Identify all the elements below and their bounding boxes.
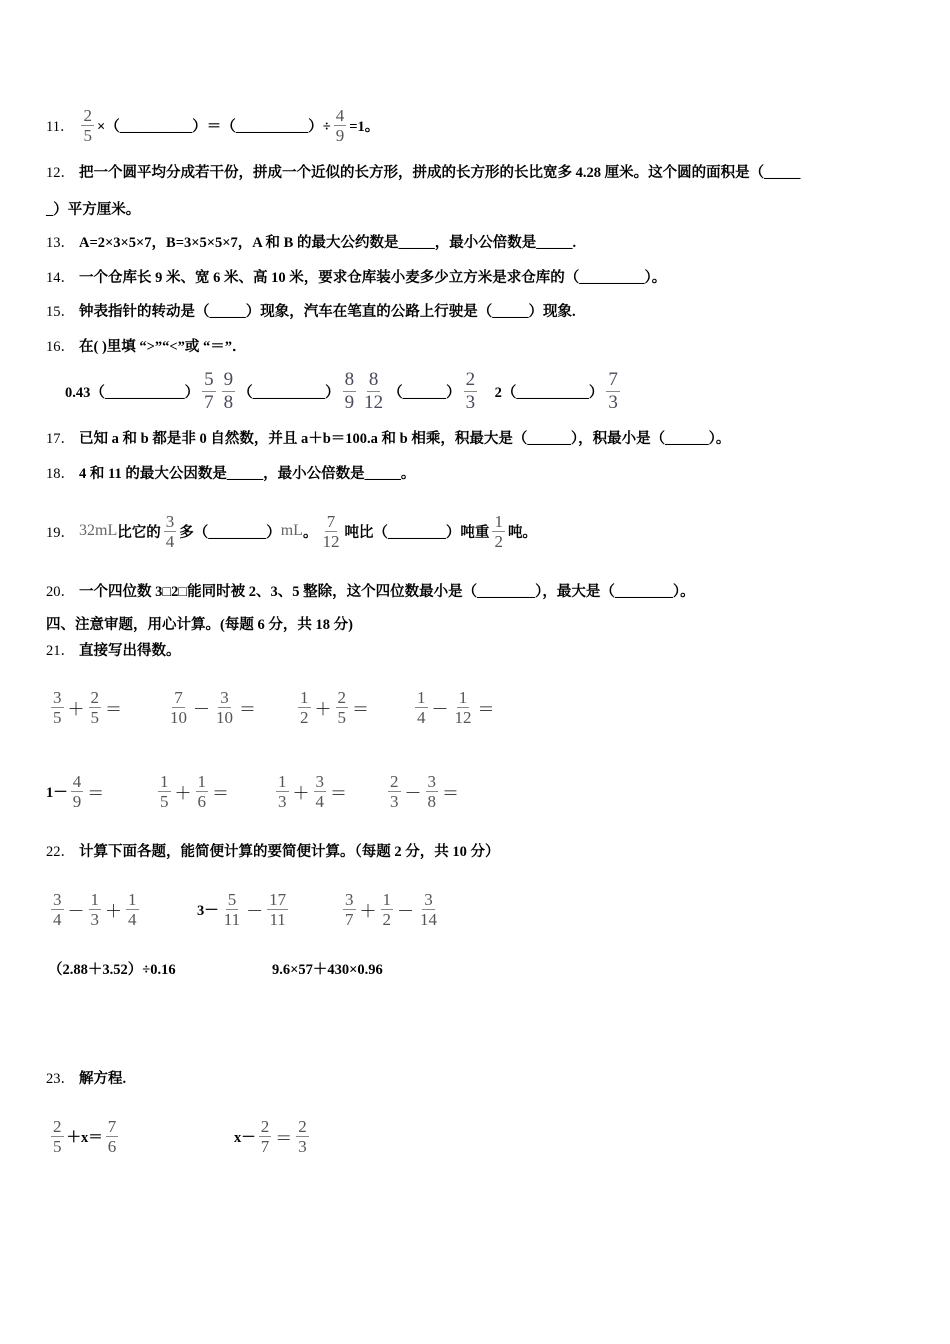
fraction — [164, 512, 177, 551]
fraction-numerator: 2 — [465, 368, 476, 390]
question-number: 14． — [46, 269, 75, 286]
fraction — [296, 1117, 309, 1156]
fraction-denominator: 5 — [90, 707, 99, 727]
fraction — [343, 369, 357, 414]
question-q18 — [46, 452, 415, 492]
question-text-with-blank: 一个四位数 3□2□能同时被 2、3、5 整除，这个四位数最小是（________），最大是（________）。 — [79, 583, 695, 600]
question-text: 直接写出得数。 — [79, 642, 181, 659]
operator: ＝ — [239, 699, 256, 719]
fraction-numerator: 3 — [427, 771, 436, 791]
fraction-denominator: 5 — [53, 1136, 62, 1156]
operator: － — [67, 901, 85, 921]
fraction-denominator: 6 — [107, 1136, 117, 1156]
question-text-with-blank: 2（__________） — [480, 384, 604, 401]
fraction-denominator: 12 — [454, 707, 472, 727]
fraction-denominator: 7 — [260, 1136, 270, 1156]
fraction-numerator: 1 — [90, 889, 99, 909]
question-text: 。 — [302, 524, 318, 541]
question-text: ＋x＝ — [66, 1129, 103, 1146]
question-number: 22． — [46, 843, 75, 860]
calc-expression — [273, 771, 348, 811]
fraction-denominator: 10 — [170, 707, 187, 727]
fraction-denominator: 9 — [335, 125, 345, 145]
operator: ＝ — [212, 783, 229, 803]
question-number: 15． — [46, 303, 75, 320]
fraction — [168, 688, 189, 727]
fraction — [158, 772, 171, 811]
fraction-denominator: 8 — [223, 391, 234, 413]
fraction — [51, 688, 64, 727]
calc-expression — [48, 687, 123, 727]
question-text: x－ — [234, 1129, 256, 1146]
fraction-numerator: 7 — [174, 687, 183, 707]
fraction-denominator: 7 — [345, 909, 354, 929]
quantity-text: 32mL — [79, 522, 118, 539]
fraction-denominator: 3 — [298, 1136, 307, 1156]
question-q19 — [46, 511, 537, 551]
fraction — [492, 512, 505, 551]
fraction-numerator: 9 — [223, 368, 234, 390]
calc-expression — [340, 889, 442, 929]
question-text: 9.6×57＋430×0.96 — [272, 961, 383, 978]
fraction-denominator: 12 — [364, 391, 384, 413]
fraction-numerator: 3 — [345, 889, 354, 909]
question-text-with-blank: 已知 a 和 b 都是非 0 自然数，并且 a＋b＝100.a 和 b 相乘，积最大是（______），积最小是（______）。 — [79, 430, 731, 447]
fraction — [336, 688, 349, 727]
fraction-numerator: 2 — [298, 1116, 307, 1136]
question-text-with-blank: A=2×3×5×7，B=3×5×5×7，A 和 B 的最大公约数是_____，最小公倍数是_____. — [79, 234, 577, 251]
question-number: 16． — [46, 338, 75, 355]
question-text: （2.88＋3.52）÷0.16 — [48, 961, 176, 978]
fraction-numerator: 7 — [107, 1116, 117, 1136]
fraction-denominator: 5 — [337, 707, 346, 727]
question-text: 四、注意审题，用心计算。(每题 6 分，共 18 分) — [46, 616, 353, 633]
operator: － — [193, 699, 210, 719]
fraction — [106, 1117, 119, 1156]
question-number: 12． — [46, 164, 75, 181]
fraction-numerator: 3 — [165, 511, 175, 531]
calc-expression — [197, 889, 291, 929]
fraction-numerator: 7 — [326, 511, 336, 531]
question-text: =1。 — [349, 118, 380, 135]
quantity-text: mL — [280, 522, 303, 539]
calc-expression — [155, 771, 230, 811]
question-number: 21． — [46, 642, 75, 659]
question-number: 23． — [46, 1070, 75, 1087]
question-q11 — [46, 105, 379, 145]
question-text: 计算下面各题，能简便计算的要简便计算。（每题 2 分，共 10 分） — [79, 843, 500, 860]
fraction — [222, 369, 236, 414]
question-text-with-blank: ×（__________）＝（__________）÷ — [96, 118, 331, 135]
fraction-numerator: 1 — [300, 687, 309, 707]
operator: ＝ — [105, 699, 122, 719]
fraction-numerator: 8 — [344, 368, 355, 390]
fraction — [267, 890, 288, 929]
fraction-denominator: 12 — [322, 531, 340, 551]
fraction-numerator: 4 — [72, 771, 82, 791]
fraction — [415, 688, 428, 727]
question-text: 3－ — [197, 902, 219, 919]
question-text-with-blank: 钟表指针的转动是（_____）现象，汽车在笔直的公路上行驶是（_____）现象. — [79, 303, 576, 320]
fraction-numerator: 3 — [424, 889, 433, 909]
question-text: 比它的 — [117, 524, 161, 541]
fraction-numerator: 2 — [337, 687, 346, 707]
fraction-numerator: 3 — [220, 687, 229, 707]
calc-expression — [412, 687, 496, 727]
question-q13 — [46, 221, 576, 261]
question-q21 — [46, 629, 181, 669]
fraction — [214, 688, 235, 727]
fraction-numerator: 5 — [204, 368, 214, 390]
fraction — [196, 772, 209, 811]
question-text-with-blank: 一个仓库长 9 米、宽 6 米、高 10 米，要求仓库装小麦多少立方米是求仓库的（_________）。 — [79, 269, 667, 286]
fraction-numerator: 1 — [160, 771, 169, 791]
fraction — [426, 772, 439, 811]
operator: ＝ — [275, 1128, 293, 1148]
operator: － — [404, 783, 422, 803]
fraction — [418, 890, 439, 929]
question-text: 吨。 — [507, 524, 537, 541]
fraction-numerator: 1 — [197, 771, 206, 791]
fraction-denominator: 4 — [165, 531, 175, 551]
fraction — [453, 688, 474, 727]
question-text-with-blank: 多（________） — [179, 524, 281, 541]
fraction-denominator: 8 — [427, 791, 436, 811]
fraction — [362, 369, 385, 414]
fraction-numerator: 7 — [608, 368, 618, 390]
fraction-denominator: 7 — [204, 391, 214, 413]
fraction-denominator: 3 — [90, 909, 99, 929]
question-number: 13． — [46, 234, 75, 251]
fraction-numerator: 4 — [335, 105, 345, 125]
fraction — [606, 369, 620, 414]
calc-expression — [385, 771, 460, 811]
calc-expression — [46, 771, 105, 811]
fraction — [89, 688, 102, 727]
question-q23 — [46, 1057, 126, 1097]
fraction — [276, 772, 289, 811]
fraction-numerator: 1 — [417, 687, 426, 707]
operator: ＝ — [87, 783, 105, 803]
operator: ＋ — [105, 901, 122, 921]
fraction — [259, 1117, 272, 1156]
fraction — [89, 890, 102, 929]
question-number: 20． — [46, 583, 75, 600]
fraction-denominator: 5 — [83, 125, 92, 145]
fraction-numerator: 2 — [53, 1116, 62, 1136]
fraction-numerator: 8 — [368, 368, 379, 390]
fraction-denominator: 4 — [315, 791, 324, 811]
fraction-numerator: 2 — [90, 687, 99, 707]
fraction — [71, 772, 84, 811]
fraction-denominator: 3 — [390, 791, 399, 811]
fraction-denominator: 4 — [417, 707, 426, 727]
fraction-numerator: 1 — [382, 889, 391, 909]
fraction — [320, 512, 341, 551]
fraction-numerator: 1 — [128, 889, 137, 909]
question-q15 — [46, 290, 576, 330]
question-text-with-blank: （______） — [388, 384, 461, 401]
fraction-denominator: 9 — [72, 791, 82, 811]
fraction — [81, 106, 94, 145]
fraction — [298, 688, 311, 727]
question-q22 — [46, 830, 500, 870]
fraction-numerator: 17 — [269, 889, 287, 909]
fraction-denominator: 11 — [269, 909, 286, 929]
fraction-numerator: 2 — [390, 771, 399, 791]
operator: ＝ — [330, 783, 347, 803]
fraction-numerator: 1 — [458, 687, 468, 707]
operator: ＋ — [292, 783, 310, 803]
fraction-denominator: 2 — [494, 531, 503, 551]
fraction-denominator: 3 — [278, 791, 287, 811]
fraction-denominator: 6 — [197, 791, 206, 811]
question-number: 18． — [46, 465, 75, 482]
fraction-denominator: 14 — [420, 909, 437, 929]
fraction-denominator: 10 — [216, 707, 233, 727]
question-q12 — [46, 151, 800, 191]
question-q16b — [65, 368, 623, 413]
fraction — [314, 772, 327, 811]
question-number: 17． — [46, 430, 75, 447]
calc-expression — [48, 948, 176, 988]
question-text: 解方程. — [79, 1070, 127, 1087]
calc-expression — [165, 687, 257, 727]
fraction-denominator: 2 — [300, 707, 309, 727]
question-q16 — [46, 325, 247, 365]
question-number: 19． — [46, 524, 75, 541]
question-text: 在( )里填 “>”“<”或 “＝”． — [79, 338, 247, 355]
question-text-with-blank: 把一个圆平均分成若干份，拼成一个近似的长方形，拼成的长方形的长比宽多 4.28 厘米。这个圆的面积是（_____ — [79, 164, 801, 181]
fraction-denominator: 3 — [465, 391, 476, 413]
calc-expression — [272, 948, 383, 988]
fraction-numerator: 1 — [494, 511, 503, 531]
calc-expression — [48, 889, 142, 929]
fraction-denominator: 5 — [53, 707, 62, 727]
fraction-denominator: 4 — [128, 909, 137, 929]
fraction-numerator: 1 — [278, 771, 287, 791]
fraction — [202, 369, 216, 414]
fraction — [222, 890, 242, 929]
fraction — [464, 369, 478, 414]
fraction-numerator: 3 — [53, 889, 62, 909]
fraction-numerator: 5 — [227, 889, 237, 909]
operator: － — [246, 901, 264, 921]
fraction-denominator: 9 — [344, 391, 355, 413]
question-text: 1－ — [46, 784, 68, 801]
question-text-with-blank: 4 和 11 的最大公因数是_____，最小公倍数是_____。 — [79, 465, 416, 482]
fraction-denominator: 5 — [160, 791, 169, 811]
operator: ＝ — [442, 783, 459, 803]
fraction — [388, 772, 401, 811]
question-text-with-blank: （__________） — [238, 384, 340, 401]
calc-expression — [295, 687, 370, 727]
fraction-denominator: 3 — [608, 391, 618, 413]
calc-expression — [48, 1116, 121, 1156]
fraction-denominator: 2 — [382, 909, 391, 929]
fraction-denominator: 11 — [223, 909, 241, 929]
operator: － — [431, 699, 449, 719]
fraction-numerator: 3 — [53, 687, 62, 707]
operator: ＋ — [67, 699, 85, 719]
question-text-with-blank: 吨比（________）吨重 — [344, 524, 490, 541]
fraction-denominator: 4 — [53, 909, 62, 929]
question-text-with-blank: 0.43（___________） — [65, 384, 200, 401]
operator: ＝ — [352, 699, 369, 719]
fraction — [51, 1117, 64, 1156]
fraction — [381, 890, 394, 929]
operator: ＋ — [174, 783, 192, 803]
operator: ＋ — [314, 699, 332, 719]
operator: － — [397, 901, 414, 921]
operator: ＝ — [477, 699, 495, 719]
fraction-numerator: 2 — [83, 105, 92, 125]
fraction — [126, 890, 139, 929]
fraction — [334, 106, 347, 145]
question-q17 — [46, 417, 730, 457]
question-number: 11． — [46, 118, 75, 135]
fraction — [343, 890, 356, 929]
calc-expression — [234, 1116, 312, 1156]
operator: ＋ — [359, 901, 377, 921]
fraction — [51, 890, 64, 929]
fraction-numerator: 2 — [260, 1116, 270, 1136]
fraction-numerator: 3 — [315, 771, 324, 791]
question-text-with-blank: _）平方厘米。 — [46, 201, 141, 218]
